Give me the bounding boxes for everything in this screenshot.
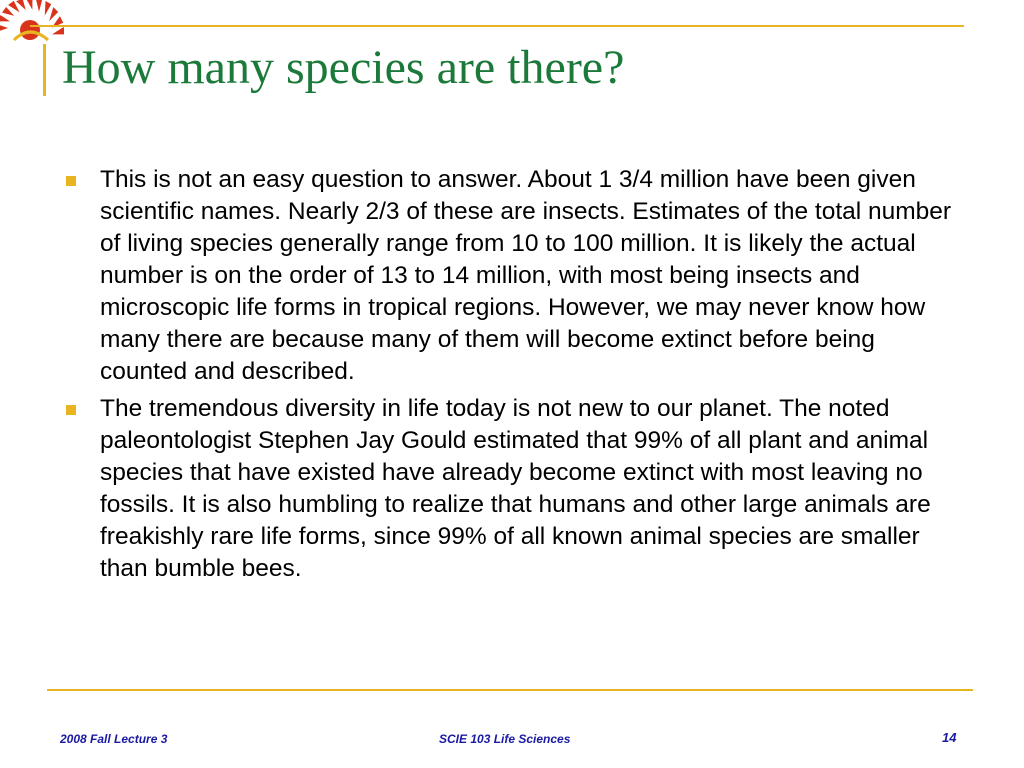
title-accent-bar <box>43 44 46 96</box>
slide-title: How many species are there? <box>62 41 625 94</box>
sunburst-logo-icon <box>0 0 64 64</box>
square-bullet-icon <box>66 176 76 186</box>
square-bullet-icon <box>66 405 76 415</box>
footer-rule <box>47 689 973 691</box>
list-item <box>62 164 962 388</box>
footer-course: SCIE 103 Life Sciences <box>439 732 571 746</box>
page-number: 14 <box>942 730 957 745</box>
footer-lecture: 2008 Fall Lecture 3 <box>60 732 168 746</box>
bullet-text: This is not an easy question to answer. About 1 3/4 million have been given scientific names. Nearly 2/3 of these are insects. Estimates of the total number of living species generally range from 10 to 100 million. It is likely the actual number is on the order of 13 to 14 million, with most being insects and microscopic life forms in tropical regions. However, we may never know how many there are because many of them will become extinct before being counted and described. <box>100 166 952 385</box>
top-rule <box>30 25 964 27</box>
bullet-text: The tremendous diversity in life today is not new to our planet. The noted paleontologist Stephen Jay Gould estimated that 99% of all plant and animal species that have existed have already become extinct with most leaving no fossils. It is also humbling to realize that humans and other large animals are freakishly rare life forms, since 99% of all known animal species are smaller than bumble bees. <box>100 395 931 582</box>
list-item <box>62 393 962 585</box>
bullet-list <box>62 164 962 590</box>
